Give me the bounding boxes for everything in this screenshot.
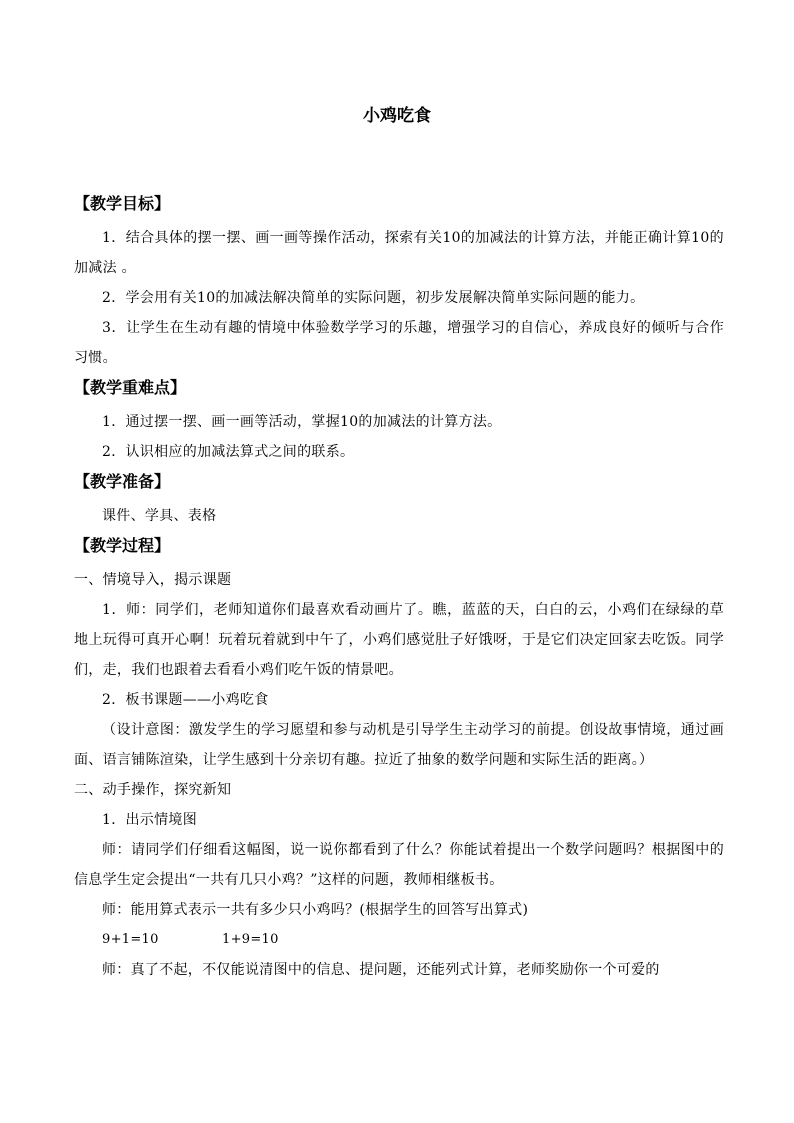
process-part2-paragraph-2: 师：请同学们仔细看这幅图，说一说你都看到了什么？你能试着提出一个数学问题吗？根据图中的信息学生定会提出“一共有几只小鸡？”这样的问题，教师相继板书。 — [74, 842, 724, 888]
process-part1-paragraph-1: 1．师：同学们，老师知道你们最喜欢看动画片了。瞧，蓝蓝的天，白白的云，小鸡们在绿绿的草地上玩得可真开心啊！玩着玩着就到中午了，小鸡们感觉肚子好饿呀，于是它们决定回家去吃饭。同学们，走，我们也跟着去看看小鸡们吃午饭的情景吧。 — [74, 602, 724, 678]
equation-2: 1+9=10 — [222, 932, 279, 947]
process-part2-paragraph-4: 师：真了不起，不仅能说清图中的信息、提问题，还能列式计算，老师奖励你一个可爱的 — [102, 962, 660, 978]
process-part2-paragraph-1: 1．出示情境图 — [102, 812, 198, 828]
process-part2-title: 二、动手操作，探究新知 — [74, 782, 232, 798]
section-heading-preparation: 【教学准备】 — [74, 472, 171, 491]
equations-line — [74, 925, 724, 955]
preparation-text: 课件、学具、表格 — [102, 508, 217, 524]
process-part1-design-note: （设计意图：激发学生的学习愿望和参与动机是引导学生主动学习的前提。创设故事情境，通过画面、语言铺陈渲染，让学生感到十分亲切有趣。拉近了抽象的数学问题和实际生活的距离。） — [74, 722, 724, 768]
key-point-item-2: 2．认识相应的加减法算式之间的联系。 — [102, 444, 355, 460]
process-part2-paragraph-3: 师：能用算式表示一共有多少只小鸡吗？(根据学生的回答写出算式) — [102, 902, 529, 918]
objective-item-1: 1．结合具体的摆一摆、画一画等操作活动，探索有关10的加减法的计算方法，并能正确计算10的加减法 。 — [74, 230, 724, 276]
document-body — [74, 189, 724, 985]
section-heading-key-points: 【教学重难点】 — [74, 378, 187, 397]
process-part1-paragraph-2: 2．板书课题——小鸡吃食 — [102, 692, 269, 708]
key-point-item-1: 1．通过摆一摆、画一画等活动，掌握10的加减法的计算方法。 — [102, 414, 502, 430]
objective-item-2: 2．学会用有关10的加减法解决简单的实际问题，初步发展解决简单实际问题的能力。 — [102, 290, 645, 306]
page-title: 小鸡吃食 — [363, 106, 431, 126]
process-part1-title: 一、情境导入，揭示课题 — [74, 572, 232, 588]
section-heading-objectives: 【教学目标】 — [74, 194, 171, 213]
objective-item-3: 3．让学生在生动有趣的情境中体验数学学习的乐趣，增强学习的自信心，养成良好的倾听与合作习惯。 — [74, 320, 724, 366]
equation-1: 9+1=10 — [102, 932, 159, 947]
section-heading-process: 【教学过程】 — [74, 536, 171, 555]
